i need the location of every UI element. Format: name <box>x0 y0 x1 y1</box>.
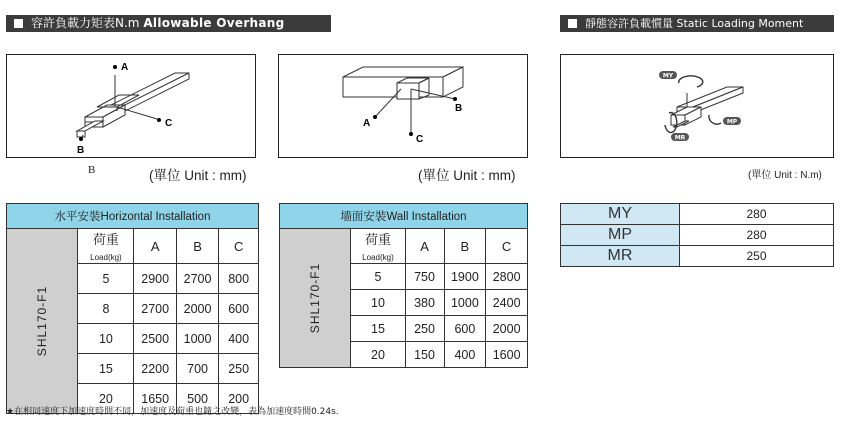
label-b: B <box>77 145 85 156</box>
moment-diagram <box>561 55 833 157</box>
col-c-header: C <box>486 229 528 264</box>
c-cell: 2000 <box>486 316 528 342</box>
horizontal-title-cn: 水平安裝 <box>54 211 101 223</box>
moment-label: MP <box>561 225 680 246</box>
load-cell: 20 <box>351 342 405 368</box>
wall-model-text: SHL170-F1 <box>308 262 323 334</box>
load-cell: 5 <box>78 264 134 294</box>
horizontal-model-text: SHL170-F1 <box>35 285 50 357</box>
horizontal-title-en: Horizontal Installation <box>100 211 211 223</box>
a-cell: 750 <box>405 264 444 290</box>
moment-value: 280 <box>680 225 834 246</box>
b-cell: 1000 <box>176 324 218 354</box>
b-cell: 600 <box>444 316 486 342</box>
label-a: A <box>121 62 129 73</box>
b-cell: 2700 <box>176 264 218 294</box>
load-cell: 8 <box>78 294 134 324</box>
a-cell: 2200 <box>134 354 176 384</box>
label-b: B <box>455 103 463 114</box>
moment-table <box>560 203 834 267</box>
square-icon <box>568 19 577 28</box>
moment-label: MY <box>561 204 680 225</box>
c-cell: 800 <box>219 264 259 294</box>
horizontal-diagram <box>7 55 255 157</box>
load-cell: 15 <box>351 316 405 342</box>
a-cell: 380 <box>405 290 444 316</box>
table-row <box>561 204 834 225</box>
load-header <box>351 229 405 264</box>
load-header-cn: 荷重 <box>364 232 391 247</box>
b-cell: 700 <box>176 354 218 384</box>
b-cell: 2000 <box>176 294 218 324</box>
wall-title-cn: 墻面安裝 <box>340 211 387 223</box>
horizontal-model <box>7 229 78 414</box>
static-header <box>560 15 834 32</box>
a-cell: 2700 <box>134 294 176 324</box>
fig3-unit: (單位 Unit : N.m) <box>748 170 822 181</box>
overhang-header-en: Allowable Overhang <box>143 16 285 30</box>
c-cell: 600 <box>219 294 259 324</box>
mp-badge <box>723 117 741 126</box>
a-cell: 1650 <box>134 384 176 414</box>
wall-title-en: Wall Installation <box>386 211 467 223</box>
load-cell: 20 <box>78 384 134 414</box>
horizontal-diagram-frame <box>6 54 256 158</box>
overhang-header-cn: 容許負載力矩表N.m <box>31 16 140 30</box>
a-cell: 150 <box>405 342 444 368</box>
mp-badge-text: MP <box>726 118 738 126</box>
c-cell: 200 <box>219 384 259 414</box>
load-header-en: Load(kg) <box>90 253 122 262</box>
square-icon <box>14 19 23 28</box>
col-b-header: B <box>444 229 486 264</box>
a-cell: 250 <box>405 316 444 342</box>
c-cell: 250 <box>219 354 259 384</box>
fig2-unit: (單位 Unit : mm) <box>418 168 516 183</box>
horizontal-table <box>6 203 259 414</box>
moment-value: 280 <box>680 204 834 225</box>
static-header-text: 靜態容許負載慣量 Static Loading Moment <box>585 17 804 30</box>
moment-value: 250 <box>680 246 834 267</box>
horizontal-title <box>7 204 259 229</box>
label-c: C <box>165 118 173 129</box>
my-badge-text: MY <box>662 72 674 80</box>
wall-title <box>280 204 528 229</box>
load-header-cn: 荷重 <box>92 232 119 247</box>
b-cell: 1000 <box>444 290 486 316</box>
label-a: A <box>363 118 371 129</box>
label-c: C <box>416 134 424 145</box>
moment-label: MR <box>561 246 680 267</box>
col-c-header: C <box>219 229 259 264</box>
overhang-header <box>6 15 331 32</box>
table-row <box>561 225 834 246</box>
load-cell: 10 <box>78 324 134 354</box>
load-cell: 10 <box>351 290 405 316</box>
table-row <box>561 246 834 267</box>
fig1-unit: (單位 Unit : mm) <box>149 168 247 183</box>
load-header-en: Load(kg) <box>362 253 394 262</box>
wall-model <box>280 229 351 368</box>
wall-diagram <box>279 55 527 157</box>
a-cell: 2500 <box>134 324 176 354</box>
col-a-header: A <box>405 229 444 264</box>
mr-badge-text: MR <box>674 134 686 142</box>
mr-badge <box>671 133 689 142</box>
c-cell: 1600 <box>486 342 528 368</box>
c-cell: 2800 <box>486 264 528 290</box>
fig1-b-label: B <box>88 164 96 176</box>
load-cell: 15 <box>78 354 134 384</box>
wall-diagram-frame <box>278 54 528 158</box>
a-cell: 2900 <box>134 264 176 294</box>
load-cell: 5 <box>351 264 405 290</box>
col-b-header: B <box>176 229 218 264</box>
col-a-header: A <box>134 229 176 264</box>
b-cell: 400 <box>444 342 486 368</box>
moment-diagram-frame <box>560 54 834 158</box>
load-header <box>78 229 134 264</box>
c-cell: 2400 <box>486 290 528 316</box>
footnote: ★在相同速度下加速度時間不同，加速度及荷重也隨之改變，表為加速度時間0.24s. <box>6 407 339 417</box>
c-cell: 400 <box>219 324 259 354</box>
my-badge <box>659 71 677 80</box>
wall-table <box>279 203 528 368</box>
b-cell: 1900 <box>444 264 486 290</box>
b-cell: 500 <box>176 384 218 414</box>
